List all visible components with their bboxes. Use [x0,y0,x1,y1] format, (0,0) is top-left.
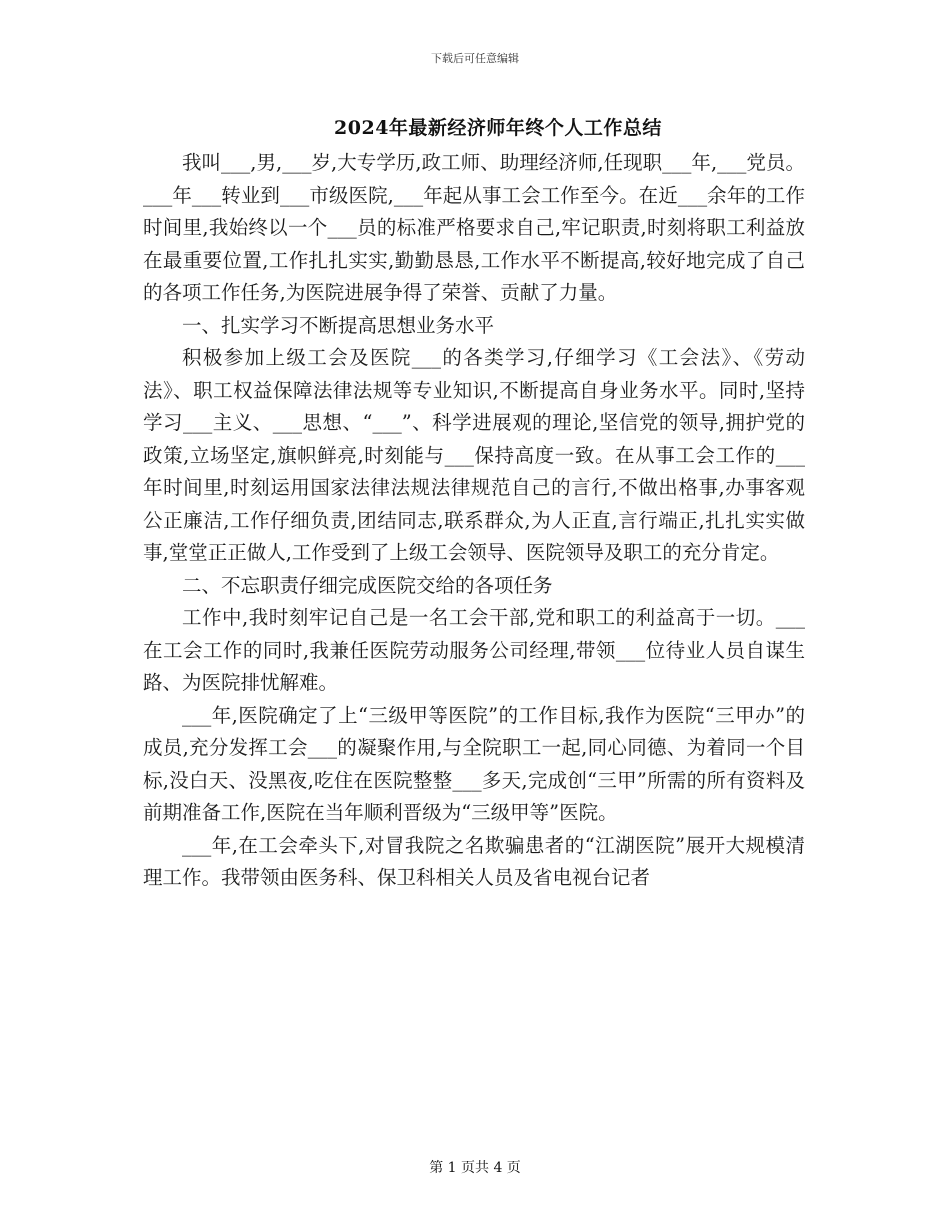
paragraph-study: 积极参加上级工会及医院___的各类学习,仔细学习《工会法》、《劳动法》、职工权益保障法律法规等专业知识,不断提高自身业务水平。同时,坚持学习___主义、___思想、“___”、科学进展观的理论,坚信党的领导,拥护党的政策,立场坚定,旗帜鲜亮,时刻能与___保持高度一致。在从事工会工作的___年时间里,时刻运用国家法律法规法律规范自己的言行,不做出格事,办事客观公正廉洁,工作仔细负责,团结同志,联系群众,为人正直,言行端正,扎扎实实做事,堂堂正正做人,工作受到了上级工会领导、医院领导及职工的充分肯定。 [143,346,805,564]
section-heading-2: 二、不忘职责仔细完成医院交给的各项任务 [182,573,553,597]
paragraph-intro: 我叫___,男,___岁,大专学历,政工师、助理经济师,任现职___年,___党员。___年___转业到___市级医院,___年起从事工会工作至今。在近___余年的工作时间里,我始终以一个___员的标准严格要求自己,牢记职责,时刻将职工利益放在最重要位置,工作扎扎实实,勤勤恳恳,工作水平不断提高,较好地完成了自己的各项工作任务,为医院进展争得了荣誉、贡献了力量。 [143,151,805,304]
paragraph-cleanup: ___年,在工会牵头下,对冒我院之名欺骗患者的“江湖医院”展开大规模清理工作。我带领由医务科、保卫科相关人员及省电视台记者 [143,833,805,889]
section-heading-1: 一、扎实学习不断提高思想业务水平 [182,313,495,337]
paragraph-three-a: ___年,医院确定了上“三级甲等医院”的工作目标,我作为医院“三甲办”的成员,充分发挥工会___的凝聚作用,与全院职工一起,同心同德、为着同一个目标,没白天、没黑夜,吃住在医院整整___多天,完成创“三甲”所需的所有资料及前期准备工作,医院在当年顺利晋级为“三级甲等”医院。 [143,703,805,824]
page-indicator: 第 1 页共 4 页 [429,1160,521,1176]
document-title: 2024年最新经济师年终个人工作总结 [334,117,662,139]
document-body [143,147,805,895]
paragraph-duty: 工作中,我时刻牢记自己是一名工会干部,党和职工的利益高于一切。___在工会工作的同时,我兼任医院劳动服务公司经理,带领___位待业人员自谋生路、为医院排忧解难。 [143,606,805,694]
header-note: 下载后可任意编辑 [431,52,519,65]
